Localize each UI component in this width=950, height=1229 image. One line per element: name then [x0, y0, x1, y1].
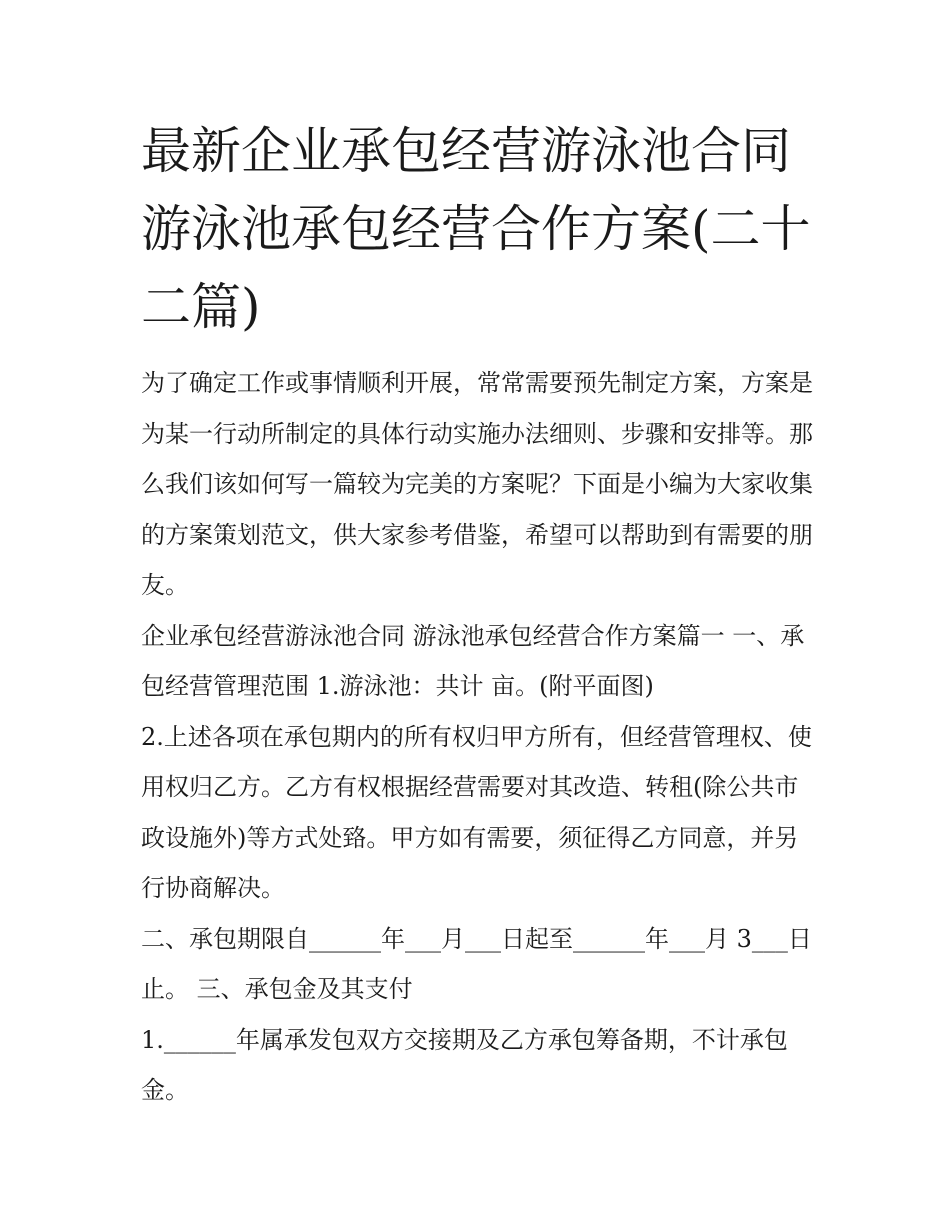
intro-paragraph: 为了确定工作或事情顺利开展，常常需要预先制定方案，方案是为某一行动所制定的具体行动实施办法细则、步骤和安排等。那么我们该如何写一篇较为完美的方案呢？下面是小编为大家收集的方案策划范文，供大家参考借鉴，希望可以帮助到有需要的朋友。: [141, 369, 813, 599]
document-title: 最新企业承包经营游泳池合同 游泳池承包经营合作方案(二十二篇): [141, 122, 811, 336]
ownership-clause-paragraph: 2.上述各项在承包期内的所有权归甲方所有，但经营管理权、使用权归乙方。乙方有权根据经营需要对其改造、转租(除公共市政设施外)等方式处臵。甲方如有需要，须征得乙方同意，并另行协商解决。: [141, 722, 812, 902]
contract-section-one-paragraph: 企业承包经营游泳池合同 游泳池承包经营合作方案篇一 一、承包经营管理范围 1.游泳池：共计 亩。(附平面图): [141, 621, 805, 700]
document-page: [141, 112, 821, 1116]
payment-clause-paragraph: 1.______年属承发包双方交接期及乙方承包筹备期，不计承包金。: [141, 1025, 788, 1104]
term-clause-paragraph: 二、承包期限自______年___月___日起至______年___月 3___日止。 三、承包金及其支付: [141, 924, 812, 1003]
